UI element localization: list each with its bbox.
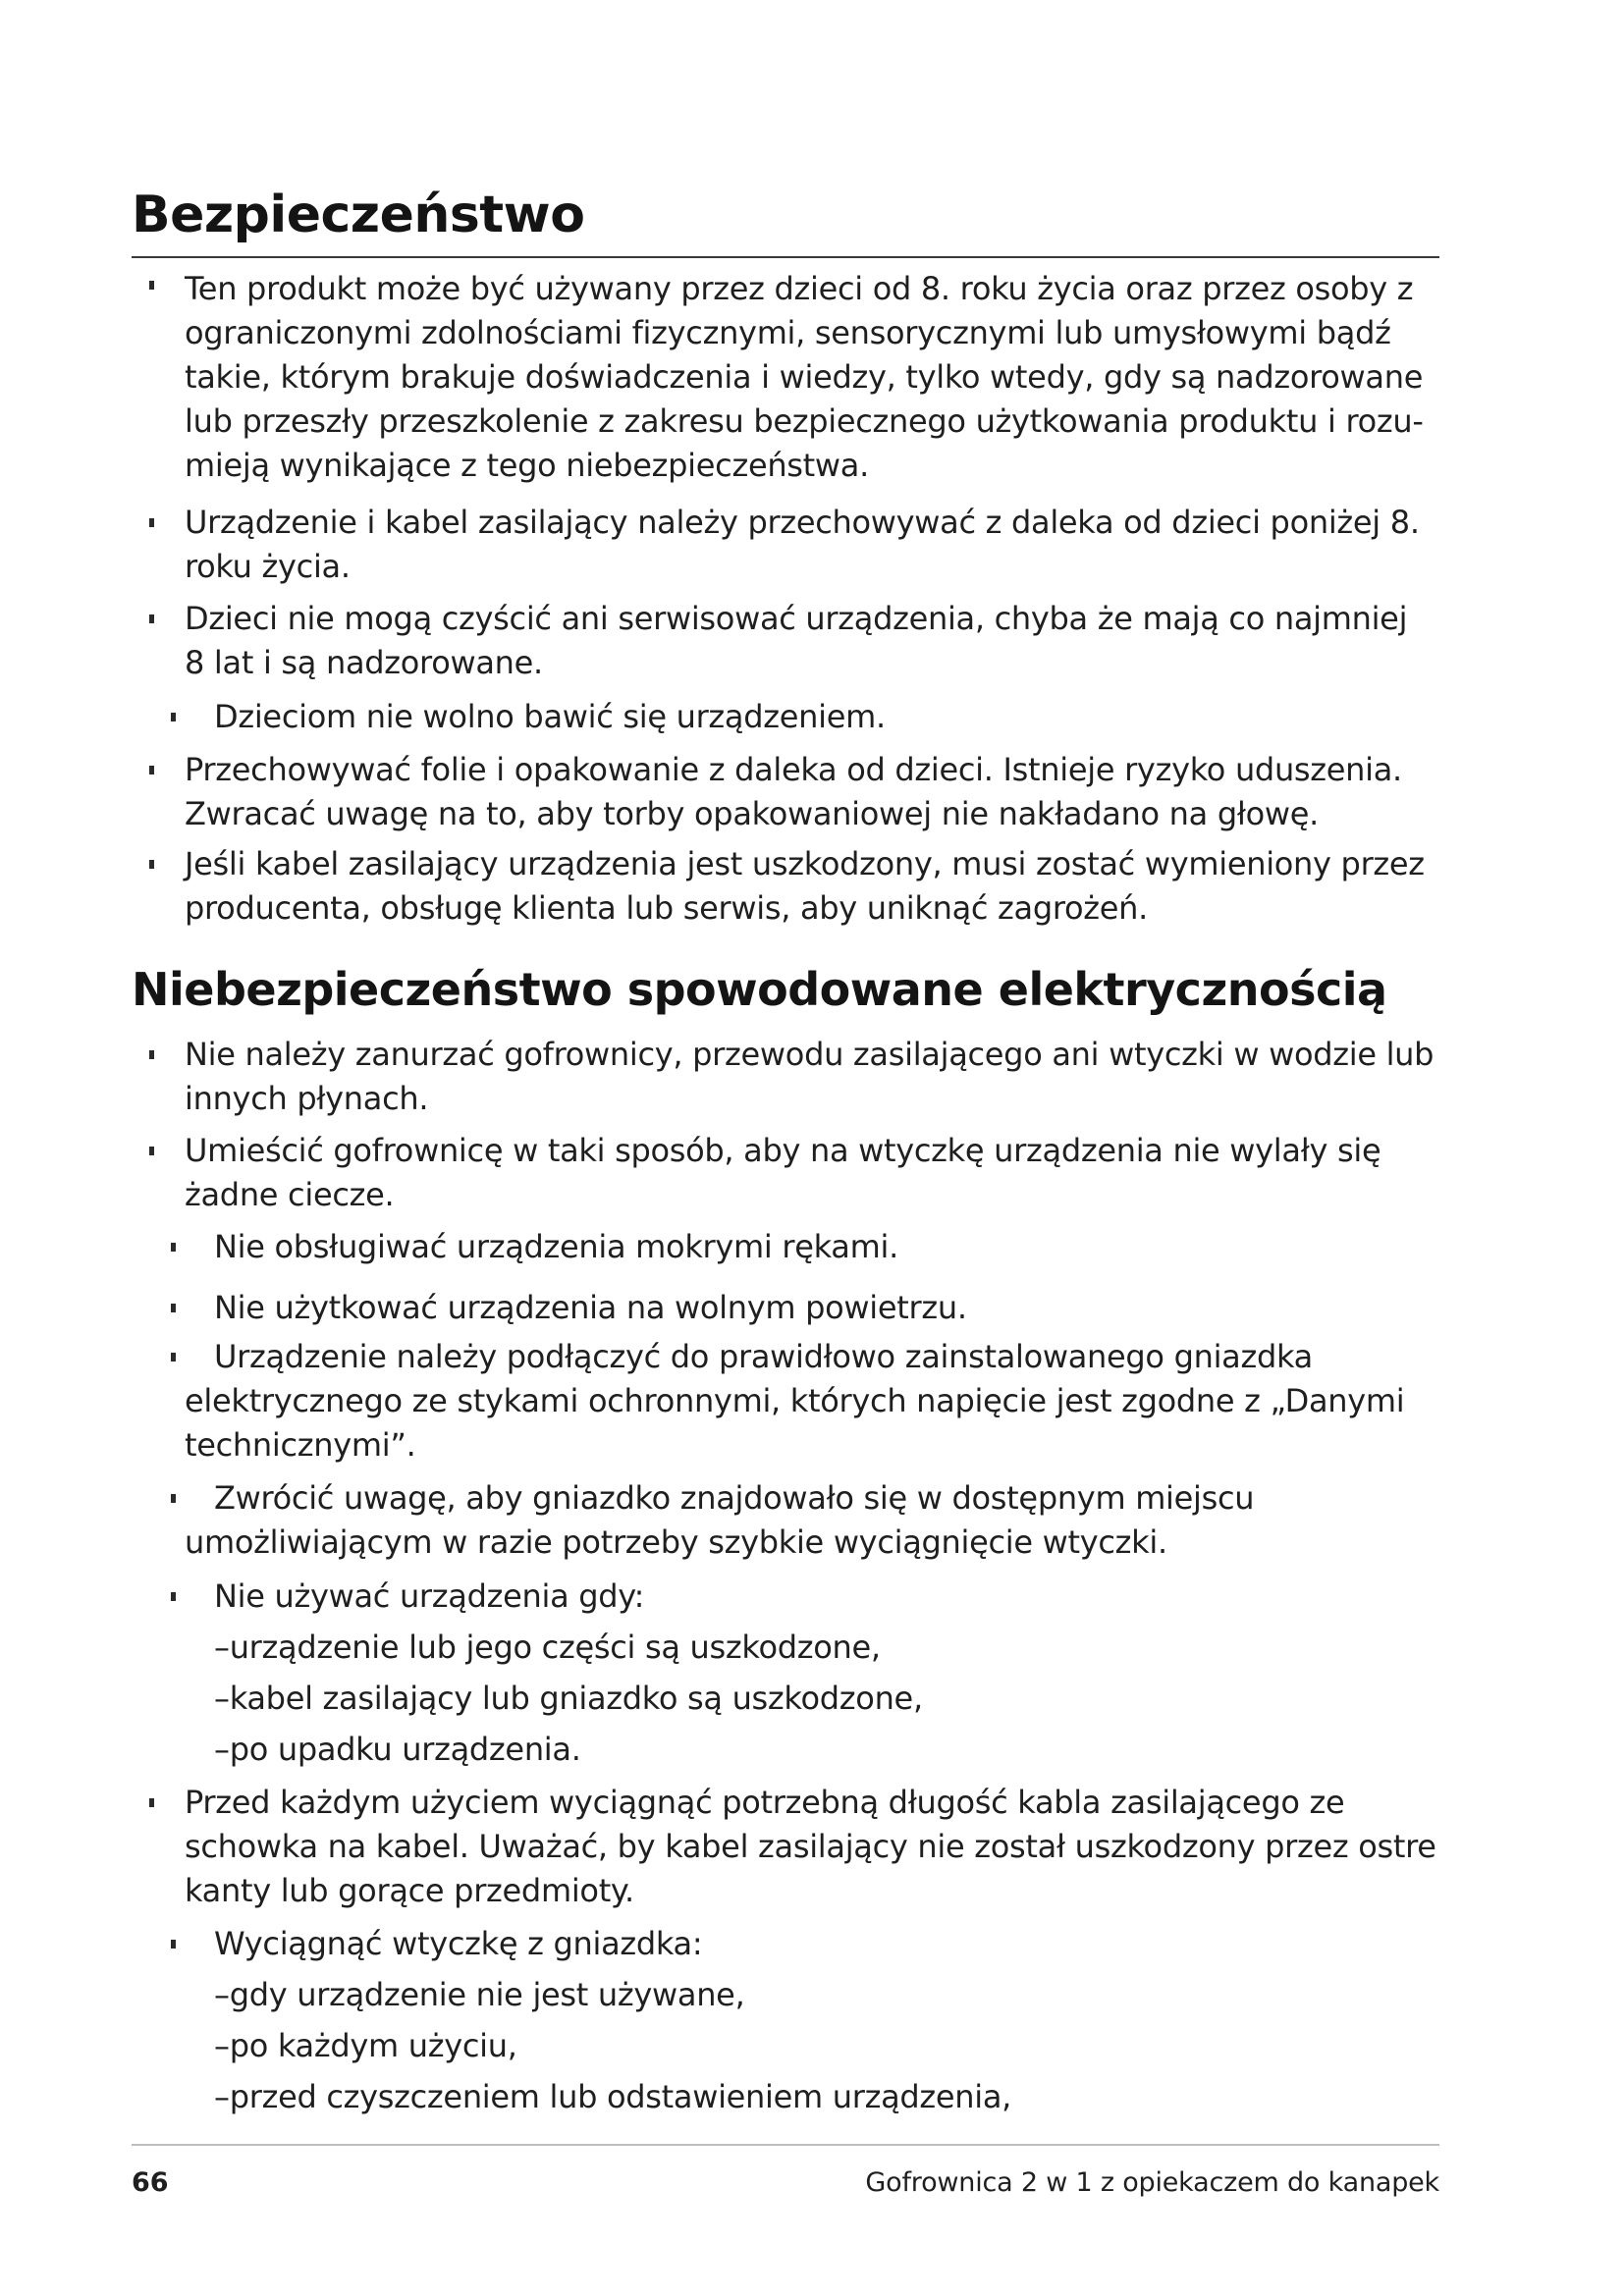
list-item-line: Zwrócić uwagę, aby gniazdko znajdowało się w dostępnym miejscu <box>214 1479 1255 1517</box>
list-item-line: ograniczonymi zdolnościami fizycznymi, sensorycznymi lub umysłowymi bądź <box>185 314 1391 351</box>
list-item-line: Nie obsługiwać urządzenia mokrymi rękami. <box>214 1228 898 1265</box>
sub-list-item: –po upadku urządzenia. <box>214 1731 581 1768</box>
list-item-line: Ten produkt może być używany przez dzieci od 8. roku życia oraz przez osoby z <box>185 270 1414 307</box>
bullet-icon <box>171 713 176 721</box>
bullet-icon <box>149 1147 154 1155</box>
list-item-line: Wyciągnąć wtyczkę z gniazdka: <box>214 1925 703 1962</box>
list-item-line: Nie należy zanurzać gofrownicy, przewodu zasilającego ani wtyczki w wodzie lub <box>185 1036 1435 1073</box>
list-item-line: Jeśli kabel zasilający urządzenia jest uszkodzony, musi zostać wymieniony przez <box>185 845 1425 882</box>
list-item-line: umożliwiającym w razie potrzeby szybkie wyciągnięcie wtyczki. <box>185 1523 1167 1561</box>
document-title: Gofrownica 2 w 1 z opiekaczem do kanapek <box>865 2167 1439 2198</box>
list-item-line: roku życia. <box>185 548 351 585</box>
section-title-electricity: Niebezpieczeństwo spowodowane elektrycznością <box>132 963 1387 1016</box>
list-item-line: innych płynach. <box>185 1080 429 1117</box>
list-item-line: Zwracać uwagę na to, aby torby opakowaniowej nie nakładano na głowę. <box>185 795 1320 832</box>
section-divider <box>132 256 1439 258</box>
sub-list-item: –po każdym użyciu, <box>214 2027 517 2064</box>
bullet-icon <box>149 518 154 527</box>
sub-list-item: –przed czyszczeniem lub odstawieniem urządzenia, <box>214 2078 1012 2115</box>
bullet-icon <box>149 1798 154 1807</box>
list-item-line: Nie używać urządzenia gdy: <box>214 1577 645 1615</box>
bullet-icon <box>149 766 154 774</box>
page-number: 66 <box>132 2167 169 2198</box>
list-item-line: mieją wynikające z tego niebezpieczeństwa. <box>185 447 869 484</box>
list-item-line: Urządzenie i kabel zasilający należy przechowywać z daleka od dzieci poniżej 8. <box>185 504 1420 541</box>
list-item-line: technicznymi”. <box>185 1426 416 1464</box>
list-item-line: Dzieci nie mogą czyścić ani serwisować urządzenia, chyba że mają co najmniej <box>185 600 1408 637</box>
section-title-safety: Bezpieczeństwo <box>132 186 585 244</box>
list-item-line: 8 lat i są nadzorowane. <box>185 644 543 681</box>
list-item-line: lub przeszły przeszkolenie z zakresu bezpiecznego użytkowania produktu i rozu- <box>185 402 1424 440</box>
list-item-line: Urządzenie należy podłączyć do prawidłowo zainstalowanego gniazdka <box>214 1338 1313 1375</box>
list-item-line: Dzieciom nie wolno bawić się urządzeniem. <box>214 698 886 735</box>
list-item-line: kanty lub gorące przedmioty. <box>185 1872 634 1909</box>
list-item-line: Przechowywać folie i opakowanie z daleka od dzieci. Istnieje ryzyko uduszenia. <box>185 751 1402 788</box>
bullet-icon <box>171 1940 176 1949</box>
list-item-line: Przed każdym użyciem wyciągnąć potrzebną długość kabla zasilającego ze <box>185 1784 1345 1821</box>
bullet-icon <box>149 281 154 290</box>
sub-list-item: –gdy urządzenie nie jest używane, <box>214 1976 745 2013</box>
sub-list-item: –kabel zasilający lub gniazdko są uszkodzone, <box>214 1680 923 1717</box>
list-item-line: schowka na kabel. Uważać, by kabel zasilający nie został uszkodzony przez ostre <box>185 1828 1436 1865</box>
list-item-line: żadne ciecze. <box>185 1176 395 1213</box>
bullet-icon <box>171 1243 176 1252</box>
list-item-line: Nie użytkować urządzenia na wolnym powietrzu. <box>214 1289 967 1326</box>
list-item-line: producenta, obsługę klienta lub serwis, aby uniknąć zagrożeń. <box>185 889 1149 927</box>
list-item-line: Umieścić gofrownicę w taki sposób, aby na wtyczkę urządzenia nie wylały się <box>185 1132 1381 1169</box>
bullet-icon <box>171 1592 176 1601</box>
bullet-icon <box>149 614 154 623</box>
footer-divider <box>132 2144 1439 2146</box>
sub-list-item: –urządzenie lub jego części są uszkodzone, <box>214 1629 881 1666</box>
bullet-icon <box>149 1050 154 1059</box>
bullet-icon <box>171 1304 176 1312</box>
bullet-icon <box>171 1494 176 1503</box>
list-item-line: elektrycznego ze stykami ochronnymi, których napięcie jest zgodne z „Danymi <box>185 1382 1405 1419</box>
list-item-line: takie, którym brakuje doświadczenia i wiedzy, tylko wtedy, gdy są nadzorowane <box>185 358 1424 396</box>
bullet-icon <box>171 1353 176 1362</box>
bullet-icon <box>149 860 154 869</box>
